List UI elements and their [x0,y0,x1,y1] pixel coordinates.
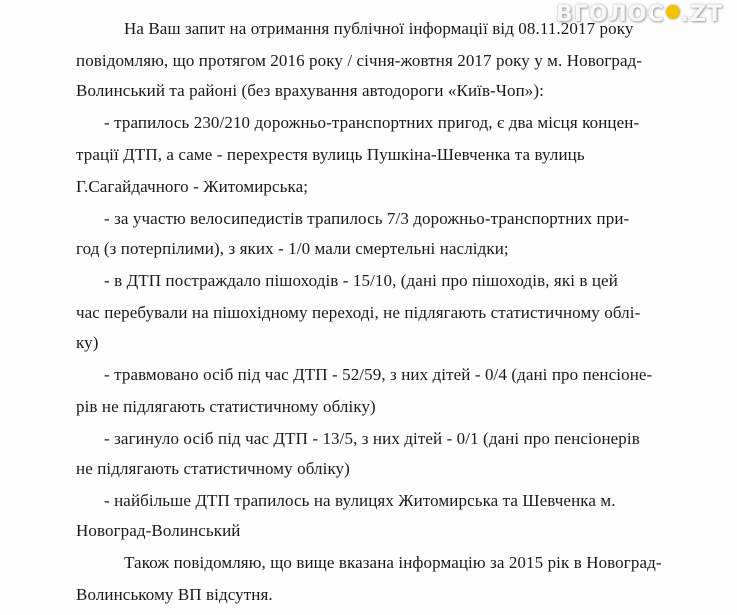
bullet-streets-line-1: - найбільше ДТП трапилось на вулицях Житомирська та Шевченка м. [104,491,616,510]
bullet-killed-line-2: не підлягають статистичному обліку) [76,459,350,478]
bullet-killed-line-1: - загинуло осіб під час ДТП - 13/5, з них дітей - 0/1 (дані про пенсіонерів [104,429,640,448]
paragraph-intro-line-2: повідомляю, що протягом 2016 року / січня-жовтня 2017 року у м. Новоград- [76,51,643,70]
paragraph-closing-line-1: Також повідомляю, що вище вказана інформацію за 2015 рік в Новоград- [124,553,662,572]
watermark-text-left: ВГОЛОС [556,2,665,27]
paragraph-intro-line-1: На Ваш запит на отримання публічної інформації від 08.11.2017 року [124,19,634,38]
bullet-cyclists-line-1: - за участю велосипедистів трапилось 7/3 дорожньо-транспортних при- [104,209,630,228]
site-watermark-logo [556,2,723,27]
bullet-pedestrians-line-2: час перебували на пішохідному переході, не підлягають статистичному облі- [76,303,641,322]
bullet-streets-line-2: Новоград-Волинський [76,521,241,540]
paragraph-closing-line-2: Волинському ВП відсутня. [76,585,273,604]
bullet-injured-line-1: - травмовано осіб під час ДТП - 52/59, з них дітей - 0/4 (дані про пенсіоне- [104,365,653,384]
bullet-accidents-line-2: трації ДТП, а саме - перехрестя вулиць Пушкіна-Шевченка та вулиць [76,145,585,164]
bullet-pedestrians-line-3: ку) [76,333,99,352]
paragraph-intro-line-3: Волинський та районі (без врахування автодороги «Київ-Чоп»): [76,81,544,100]
bullet-accidents-line-1: - трапилось 230/210 дорожньо-транспортних пригод, є два місця концен- [104,113,640,132]
bullet-pedestrians-line-1: - в ДТП постраждало пішоходів - 15/10, (дані про пішоходів, які в цей [104,271,618,290]
watermark-dot-icon [666,5,680,19]
bullet-accidents-line-3: Г.Сагайдачного - Житомирська; [76,177,309,196]
bullet-injured-line-2: рів не підлягають статистичному обліку) [76,397,376,416]
watermark-text-right: .ZT [680,2,723,27]
bullet-cyclists-line-2: год (з потерпілими), з яких - 1/0 мали смертельні наслідки; [76,239,509,258]
